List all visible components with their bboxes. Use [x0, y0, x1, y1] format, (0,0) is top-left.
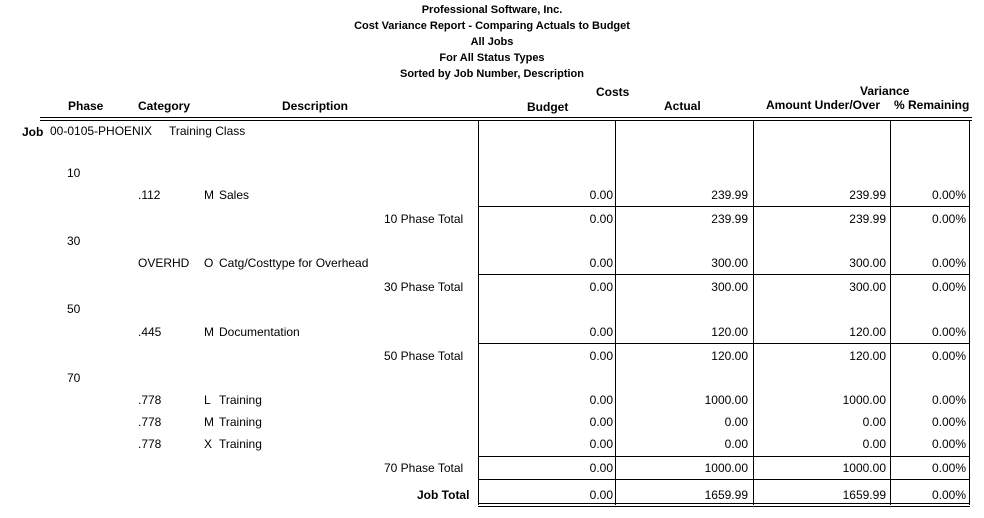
remaining-value: 0.00% — [931, 393, 966, 407]
budget-value: 0.00 — [589, 349, 613, 363]
phase-total-label: 70 Phase Total — [384, 461, 464, 475]
category-code: .778 — [138, 393, 162, 407]
remaining-value: 0.00% — [931, 325, 966, 339]
actual-value: 239.99 — [711, 212, 748, 226]
phase-total-label: 30 Phase Total — [384, 280, 464, 294]
actual-value: 1000.00 — [704, 393, 748, 407]
amount-value: 239.99 — [849, 188, 886, 202]
subtotal-rule — [478, 206, 970, 207]
cost-type: X — [204, 437, 213, 451]
column-divider — [969, 120, 970, 505]
subtotal-rule — [478, 456, 970, 457]
amount-value: 1659.99 — [842, 488, 886, 502]
budget-value: 0.00 — [589, 488, 613, 502]
phase-number: 70 — [67, 371, 81, 385]
column-header-remaining: % Remaining — [894, 98, 970, 112]
line-description: Training — [219, 437, 262, 451]
phase-total-label: 10 Phase Total — [384, 212, 464, 226]
budget-value: 0.00 — [589, 280, 613, 294]
job-total-label: Job Total — [417, 488, 470, 502]
job-name: Training Class — [169, 124, 246, 138]
header-rule — [40, 117, 972, 118]
actual-value: 1000.00 — [704, 461, 748, 475]
remaining-value: 0.00% — [931, 437, 966, 451]
amount-value: 1000.00 — [842, 393, 886, 407]
category-code: OVERHD — [138, 256, 190, 270]
remaining-value: 0.00% — [931, 488, 966, 502]
category-code: .778 — [138, 437, 162, 451]
budget-value: 0.00 — [589, 188, 613, 202]
actual-value: 239.99 — [711, 188, 748, 202]
budget-value: 0.00 — [589, 415, 613, 429]
column-header-amount: Amount Under/Over — [766, 98, 881, 112]
actual-value: 120.00 — [711, 349, 748, 363]
actual-value: 1659.99 — [704, 488, 748, 502]
remaining-value: 0.00% — [931, 212, 966, 226]
subtotal-rule — [478, 343, 970, 344]
budget-value: 0.00 — [589, 393, 613, 407]
actual-value: 300.00 — [711, 256, 748, 270]
remaining-value: 0.00% — [931, 461, 966, 475]
job-label: Job — [22, 125, 44, 139]
column-divider — [615, 120, 616, 505]
column-divider — [478, 120, 479, 505]
phase-number: 10 — [67, 166, 81, 180]
remaining-value: 0.00% — [931, 415, 966, 429]
remaining-value: 0.00% — [931, 280, 966, 294]
column-header-phase: Phase — [68, 99, 104, 113]
phase-number: 30 — [67, 234, 81, 248]
subtotal-rule — [478, 274, 970, 275]
actual-value: 300.00 — [711, 280, 748, 294]
column-header-costs: Costs — [596, 85, 630, 99]
remaining-value: 0.00% — [931, 349, 966, 363]
budget-value: 0.00 — [589, 212, 613, 226]
column-header-description: Description — [282, 99, 349, 113]
budget-value: 0.00 — [589, 325, 613, 339]
column-header-variance: Variance — [860, 84, 910, 98]
company-name: Professional Software, Inc. — [421, 4, 563, 16]
category-code: .778 — [138, 415, 162, 429]
cost-type: M — [204, 325, 214, 339]
cost-type: O — [204, 256, 214, 270]
line-description: Training — [219, 393, 262, 407]
amount-value: 1000.00 — [842, 461, 886, 475]
column-header-budget: Budget — [527, 100, 569, 114]
amount-value: 120.00 — [849, 349, 886, 363]
line-description: Sales — [219, 188, 250, 202]
cost-type: L — [204, 393, 211, 407]
line-description: Catg/Costtype for Overhead — [219, 256, 369, 270]
job-total-rule — [478, 503, 970, 504]
category-code: .112 — [138, 188, 161, 202]
remaining-value: 0.00% — [931, 188, 966, 202]
line-description: Documentation — [219, 325, 300, 339]
header-rule — [40, 120, 972, 121]
amount-value: 300.00 — [849, 280, 886, 294]
budget-value: 0.00 — [589, 256, 613, 270]
budget-value: 0.00 — [589, 437, 613, 451]
amount-value: 120.00 — [849, 325, 886, 339]
phase-total-label: 50 Phase Total — [384, 349, 464, 363]
amount-value: 0.00 — [862, 437, 886, 451]
jobs-filter: All Jobs — [470, 36, 514, 48]
cost-type: M — [204, 188, 214, 202]
amount-value: 239.99 — [849, 212, 886, 226]
amount-value: 0.00 — [862, 415, 886, 429]
actual-value: 120.00 — [711, 325, 748, 339]
cost-type: M — [204, 415, 214, 429]
column-header-actual: Actual — [664, 99, 701, 113]
sort-order: Sorted by Job Number, Description — [400, 68, 584, 80]
report-title: Cost Variance Report - Comparing Actuals to Budget — [354, 20, 630, 32]
budget-value: 0.00 — [589, 461, 613, 475]
amount-value: 300.00 — [849, 256, 886, 270]
column-divider — [753, 120, 754, 505]
column-header-category: Category — [138, 99, 191, 113]
column-divider — [890, 120, 891, 505]
remaining-value: 0.00% — [931, 256, 966, 270]
line-description: Training — [219, 415, 262, 429]
phase-number: 50 — [67, 302, 81, 316]
subtotal-rule — [478, 479, 970, 480]
actual-value: 0.00 — [724, 437, 748, 451]
status-filter: For All Status Types — [439, 52, 545, 64]
job-number: 00-0105-PHOENIX — [50, 124, 153, 138]
job-total-rule — [478, 506, 970, 507]
category-code: .445 — [138, 325, 162, 339]
actual-value: 0.00 — [724, 415, 748, 429]
